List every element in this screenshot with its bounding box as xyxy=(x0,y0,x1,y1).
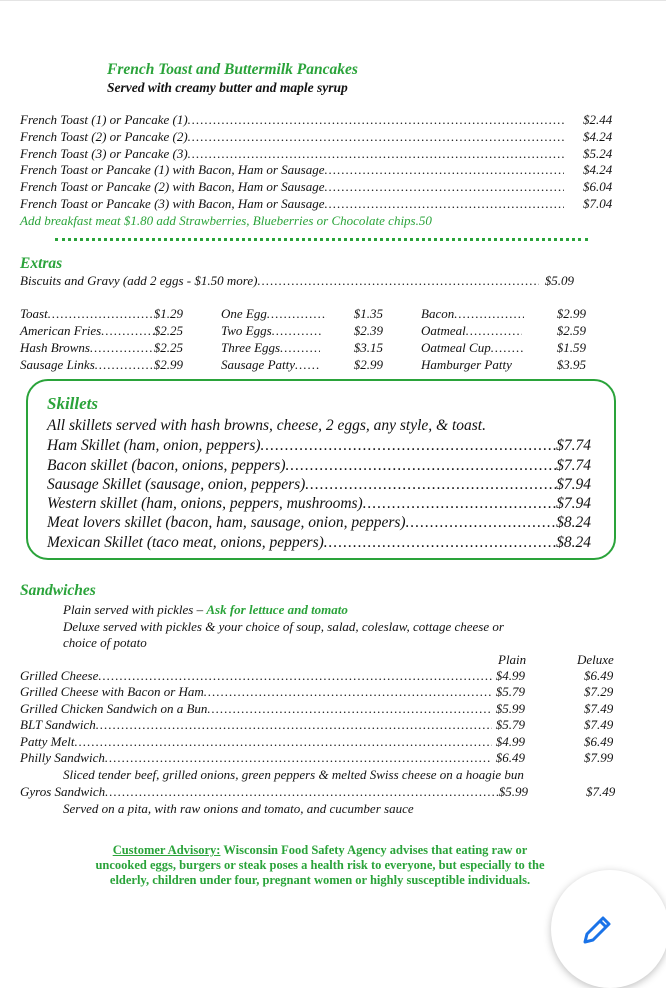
gyros-description: Served on a pita, with raw onions and tomato, and cucumber sauce xyxy=(63,801,414,816)
edit-fab-button[interactable] xyxy=(551,870,666,988)
menu-item-price: $7.04 xyxy=(583,196,613,211)
menu-item: Grilled Chicken Sandwich on a Bun ..... $5.99 xyxy=(20,701,525,717)
menu-item: Hamburger Patty $3.95 xyxy=(421,357,586,372)
menu-item: One Egg ..... $1.35 xyxy=(221,306,383,322)
pencil-icon xyxy=(579,912,615,948)
deluxe-price: $7.99 xyxy=(584,750,614,765)
menu-item-price: $4.24 xyxy=(583,162,613,177)
deluxe-price: $7.49 xyxy=(584,701,614,716)
menu-item-price: $2.44 xyxy=(583,112,613,127)
section-title-sandwiches: Sandwiches xyxy=(20,582,96,599)
section-subtitle-french-toast: Served with creamy butter and maple syrup xyxy=(107,80,348,95)
menu-item: Sausage Skillet (sausage, onion, peppers) ..... $7.94 xyxy=(47,476,591,494)
menu-item-price: $6.04 xyxy=(583,179,613,194)
menu-item: Oatmeal ..... $2.59 xyxy=(421,323,586,339)
menu-item: Patty Melt ..... $4.99 xyxy=(20,734,525,750)
menu-item: French Toast or Pancake (2) with Bacon, Ham or Sausage ..... xyxy=(20,179,564,195)
top-divider xyxy=(0,0,666,1)
customer-advisory: Customer Advisory: Wisconsin Food Safety Agency advises that eating raw or uncooked eggs, burgers or steak poses a health risk to everyone, but especially to the elderly, children under four, pregnant women or highly susceptible individuals. xyxy=(95,843,545,887)
menu-item: Mexican Skillet (taco meat, onions, peppers) ..... $8.24 xyxy=(47,534,591,552)
menu-item: French Toast (1) or Pancake (1) ..... xyxy=(20,112,564,128)
menu-item: Bacon skillet (bacon, onions, peppers) ..... $7.74 xyxy=(47,457,591,475)
menu-item: Sausage Links ..... $2.99 xyxy=(20,357,183,373)
menu-item: Grilled Cheese ..... $4.99 xyxy=(20,668,525,684)
deluxe-price: $7.49 xyxy=(584,717,614,732)
menu-item: Philly Sandwich ..... $6.49 xyxy=(20,750,525,766)
menu-item: Sausage Patty ..... $2.99 xyxy=(221,357,383,373)
menu-item: French Toast or Pancake (1) with Bacon, Ham or Sausage ..... xyxy=(20,162,564,178)
menu-item: Hash Browns ..... $2.25 xyxy=(20,340,183,356)
philly-description: Sliced tender beef, grilled onions, green peppers & melted Swiss cheese on a hoagie bun xyxy=(63,767,524,782)
menu-item: American Fries ..... $2.25 xyxy=(20,323,183,339)
menu-item: French Toast (3) or Pancake (3) ..... xyxy=(20,146,564,162)
section-title-french-toast: French Toast and Buttermilk Pancakes xyxy=(107,61,358,78)
menu-item: Biscuits and Gravy (add 2 eggs - $1.50 more) ..... $5.09 xyxy=(20,273,574,289)
deluxe-price: $7.49 xyxy=(586,784,616,799)
skillets-intro: All skillets served with hash browns, cheese, 2 eggs, any style, & toast. xyxy=(47,417,486,434)
deluxe-note-cont: choice of potato xyxy=(63,635,147,650)
menu-item-price: $5.24 xyxy=(583,146,613,161)
deluxe-price: $7.29 xyxy=(584,684,614,699)
addon-note: Add breakfast meat $1.80 add Strawberries, Blueberries or Chocolate chips.50 xyxy=(20,213,432,228)
menu-item: Three Eggs ..... $3.15 xyxy=(221,340,383,356)
section-title-skillets: Skillets xyxy=(47,394,99,413)
menu-item: Oatmeal Cup ..... $1.59 xyxy=(421,340,586,356)
menu-item: Ham Skillet (ham, onion, peppers) ..... $7.74 xyxy=(47,437,591,455)
dotted-divider xyxy=(55,238,588,241)
deluxe-price: $6.49 xyxy=(584,734,614,749)
menu-item: French Toast (2) or Pancake (2) ..... xyxy=(20,129,564,145)
column-header-plain: Plain xyxy=(498,652,527,667)
section-title-extras: Extras xyxy=(20,255,63,272)
menu-item: Bacon ..... $2.99 xyxy=(421,306,586,322)
menu-item: Toast ..... $1.29 xyxy=(20,306,183,322)
menu-item: Two Eggs ..... $2.39 xyxy=(221,323,383,339)
menu-item: Grilled Cheese with Bacon or Ham ..... $5.79 xyxy=(20,684,525,700)
menu-item: BLT Sandwich ..... $5.79 xyxy=(20,717,525,733)
deluxe-note: Deluxe served with pickles & your choice of soup, salad, coleslaw, cottage cheese or xyxy=(63,619,504,634)
plain-note: Plain served with pickles – Ask for lettuce and tomato xyxy=(63,602,348,617)
menu-item: Gyros Sandwich ..... $5.99 xyxy=(20,784,528,800)
menu-item: Western skillet (ham, onions, peppers, mushrooms) ..... $7.94 xyxy=(47,495,591,513)
column-header-deluxe: Deluxe xyxy=(577,652,614,667)
deluxe-price: $6.49 xyxy=(584,668,614,683)
menu-item-price: $4.24 xyxy=(583,129,613,144)
menu-item: French Toast or Pancake (3) with Bacon, Ham or Sausage ..... xyxy=(20,196,564,212)
menu-item: Meat lovers skillet (bacon, ham, sausage, onion, peppers) ..... $8.24 xyxy=(47,514,591,532)
